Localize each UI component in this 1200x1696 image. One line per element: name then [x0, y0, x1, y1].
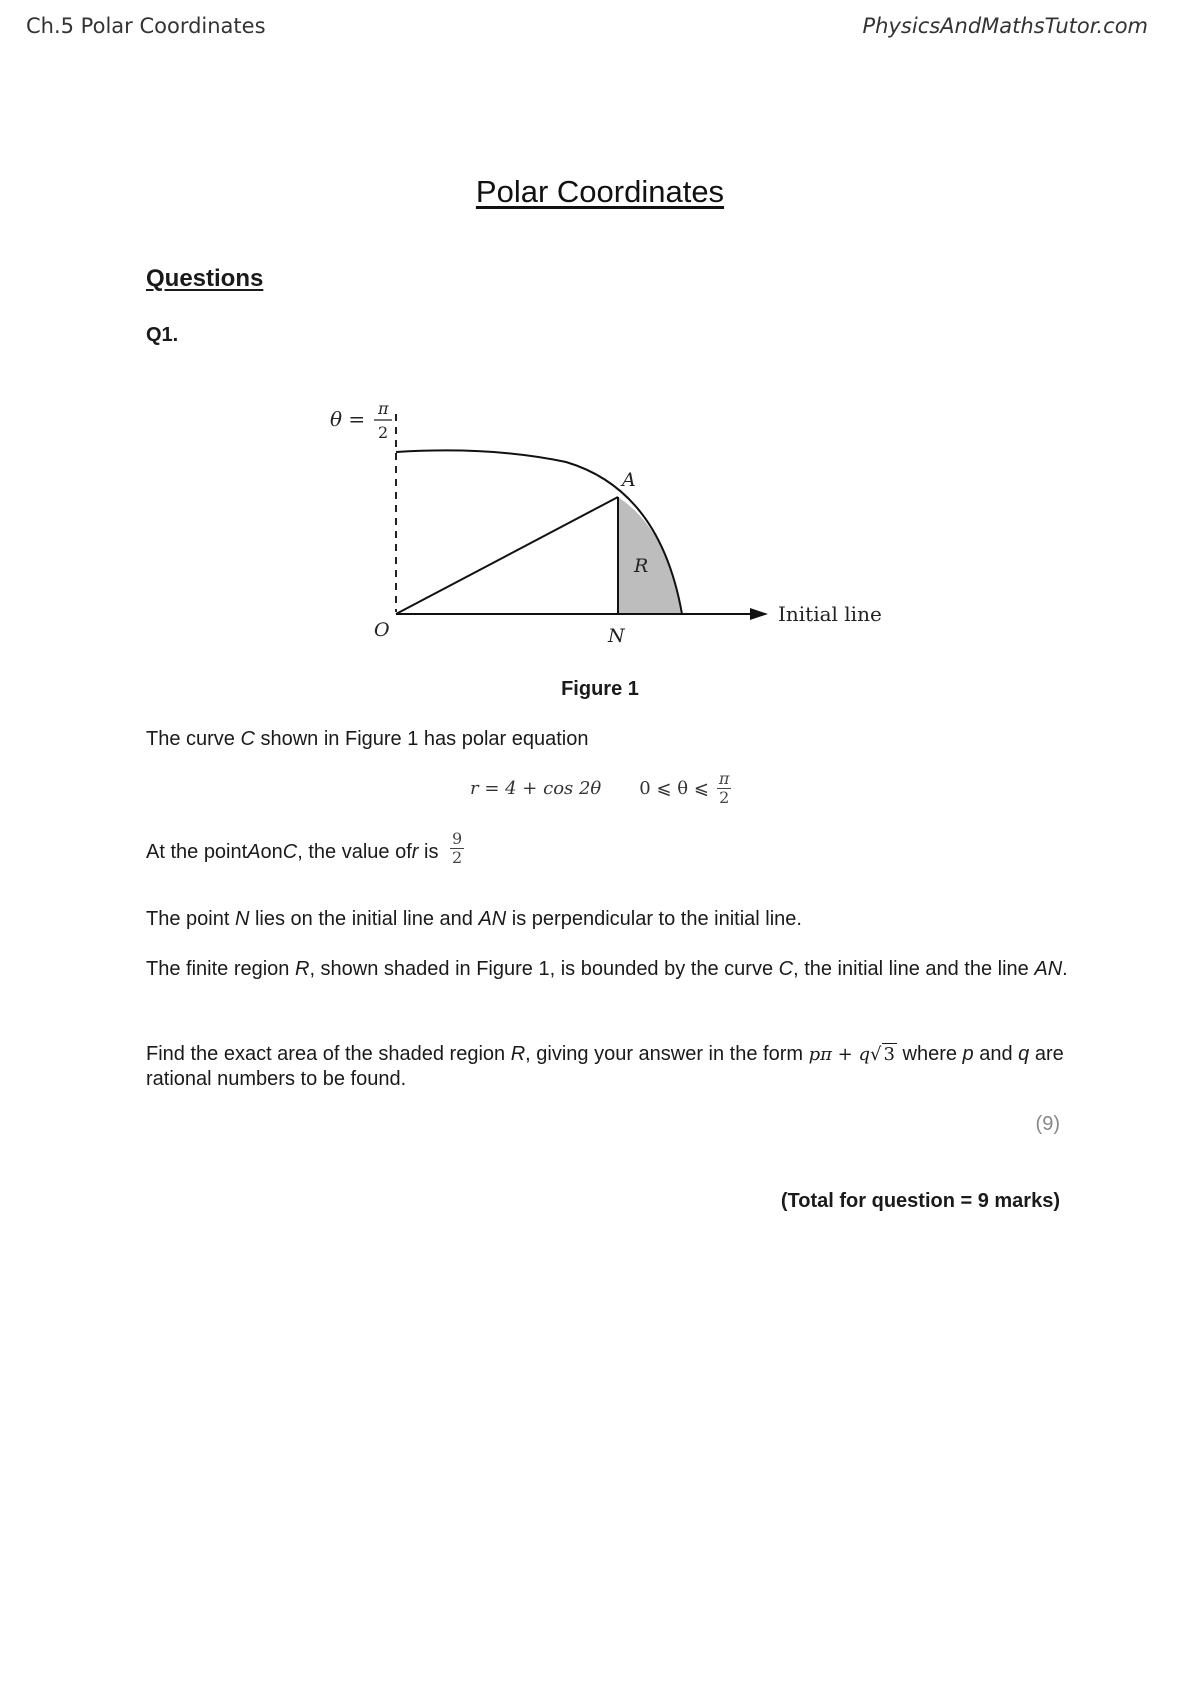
initial-line-arrow: [750, 608, 768, 620]
figure-1: [300, 380, 900, 660]
statement-region-r: The finite region R, shown shaded in Figure 1, is bounded by the curve C, the initial line and the line AN.: [146, 958, 1068, 980]
question-task: Find the exact area of the shaded region R, giving your answer in the form pπ + q√ 3 where p and q are rational numbers to be found.: [146, 1043, 1064, 1090]
polar-equation: [470, 770, 731, 807]
figure-caption: Figure 1: [561, 678, 639, 700]
question-number: Q1.: [146, 324, 179, 346]
label-o: O: [374, 619, 390, 641]
section-heading: Questions: [146, 265, 264, 292]
statement-point-a: At the point A on C , the value of r is $\frac{9}{2}$: [146, 829, 463, 867]
theta-label: θ =: [330, 407, 366, 431]
equation-main: r = 4 + cos 2θ: [470, 778, 602, 799]
equation-fraction: $\frac{\pi}{2}$: [718, 769, 730, 807]
equation-range: 0 ⩽ θ ⩽: [639, 778, 709, 799]
marks-value: (9): [1035, 1113, 1060, 1135]
theta-num: π: [378, 399, 389, 418]
header-chapter: Ch.5 Polar Coordinates: [26, 14, 266, 38]
r-value-fraction: $\frac{9}{2}$: [452, 829, 463, 867]
region-r: [618, 497, 682, 614]
statement-point-n: The point N lies on the initial line and AN is perpendicular to the initial line.: [146, 908, 802, 930]
label-a: A: [622, 469, 636, 491]
label-n: N: [608, 625, 625, 647]
page-title: Polar Coordinates: [475, 174, 725, 209]
header-site: PhysicsAndMathsTutor.com: [862, 14, 1148, 38]
statement-curve: The curve C shown in Figure 1 has polar equation: [146, 728, 589, 750]
sqrt-three: √ 3: [870, 1044, 895, 1065]
label-initial-line: Initial line: [778, 602, 882, 626]
label-r: R: [634, 555, 649, 577]
theta-den: 2: [378, 423, 389, 442]
line-oa: [396, 497, 618, 614]
question-total: (Total for question = 9 marks): [780, 1190, 1060, 1212]
